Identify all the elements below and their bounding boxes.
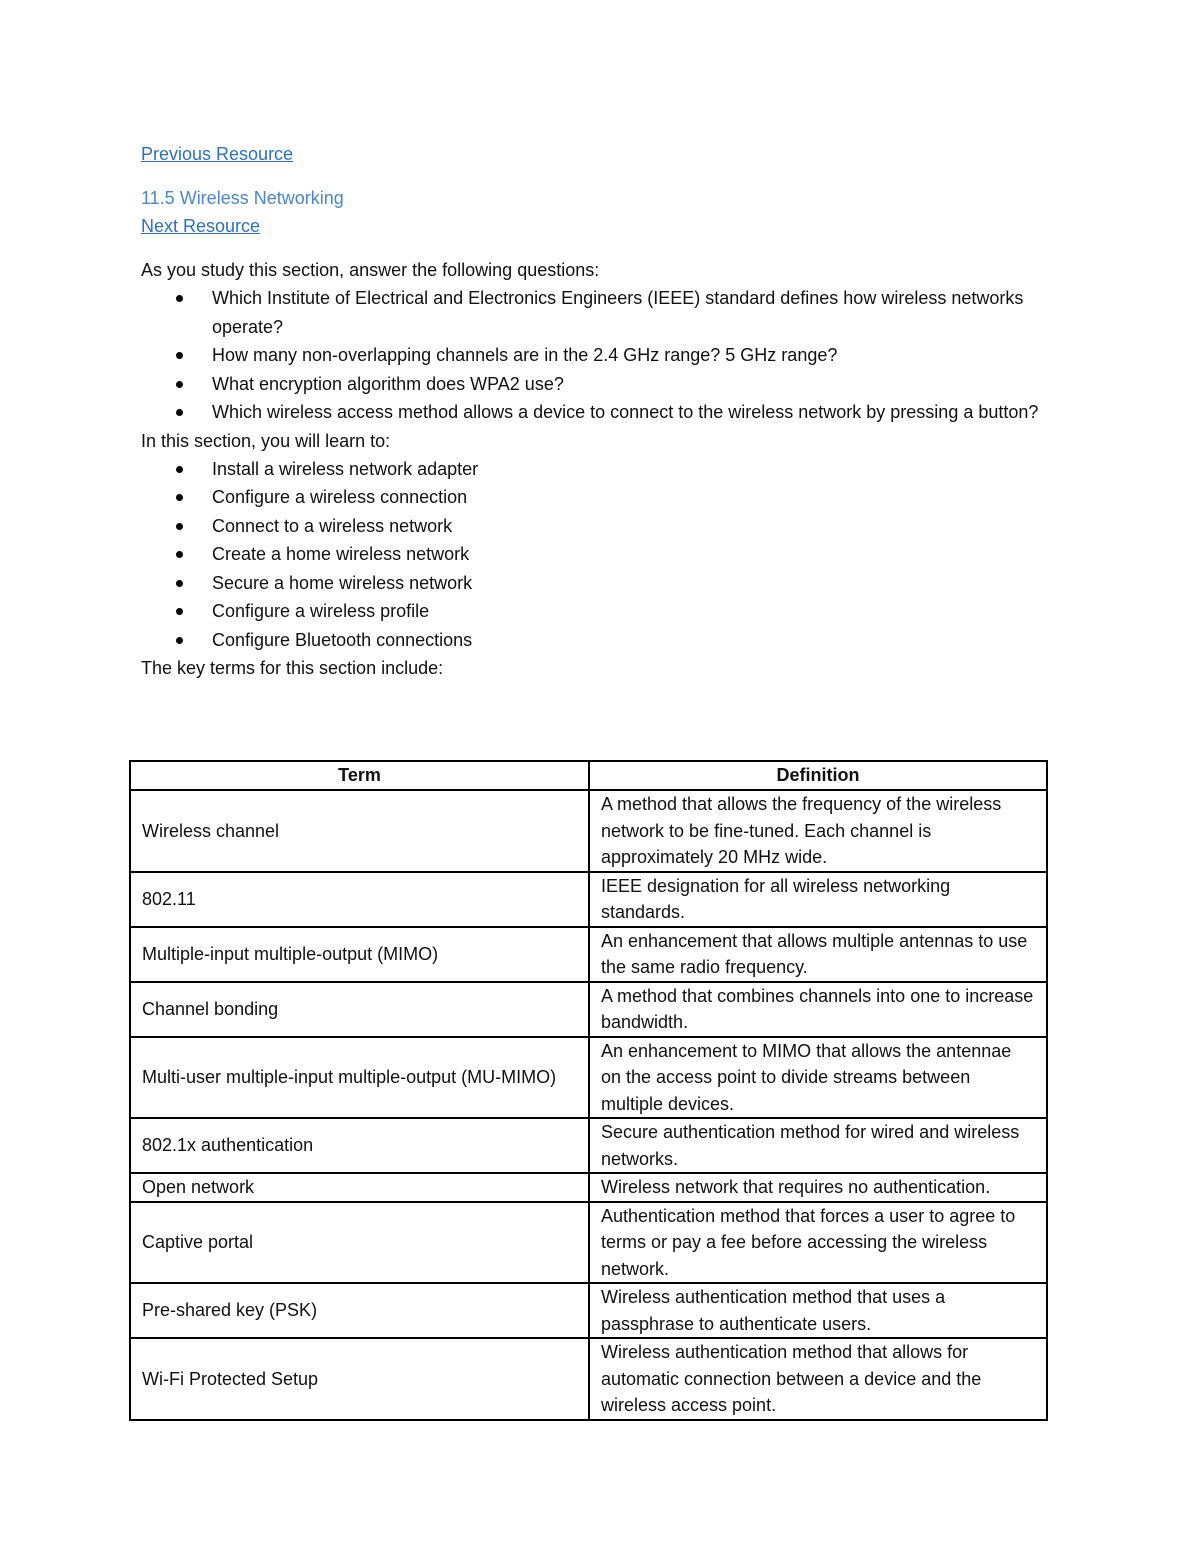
definition-cell: A method that combines channels into one to increase bandwidth. [589, 982, 1047, 1037]
question-item: How many non-overlapping channels are in the 2.4 GHz range? 5 GHz range? [141, 341, 1051, 370]
definition-cell: An enhancement that allows multiple antennas to use the same radio frequency. [589, 927, 1047, 982]
objective-item: Secure a home wireless network [141, 569, 1051, 598]
question-item: Which wireless access method allows a device to connect to the wireless network by pressing a button? [141, 398, 1051, 427]
term-cell: Channel bonding [130, 982, 589, 1037]
table-row [130, 1338, 1047, 1420]
learn-prompt: In this section, you will learn to: [141, 430, 391, 451]
table-row [130, 1118, 1047, 1173]
table-row [130, 1283, 1047, 1338]
table-header-row [130, 761, 1047, 790]
objective-item: Configure a wireless profile [141, 597, 1051, 626]
questions-prompt: As you study this section, answer the following questions: [141, 260, 600, 280]
question-item: Which Institute of Electrical and Electronics Engineers (IEEE) standard defines how wireless networks operate? [141, 284, 1051, 341]
term-cell: Captive portal [130, 1202, 589, 1284]
term-cell: Multiple-input multiple-output (MIMO) [130, 927, 589, 982]
definition-cell: A method that allows the frequency of the wireless network to be fine-tuned. Each channel is approximately 20 MHz wide. [589, 790, 1047, 872]
document-body [141, 140, 1051, 682]
table-row [130, 927, 1047, 982]
table-row [130, 1202, 1047, 1284]
objective-item: Configure a wireless connection [141, 483, 1051, 512]
questions-list [141, 284, 1051, 427]
definition-cell: Wireless network that requires no authentication. [589, 1173, 1047, 1202]
definition-cell: IEEE designation for all wireless networking standards. [589, 872, 1047, 927]
key-terms-prompt: The key terms for this section include: [141, 658, 444, 678]
table-row [130, 872, 1047, 927]
term-column-header: Term [130, 761, 589, 790]
table-row [130, 1037, 1047, 1119]
term-cell: Multi-user multiple-input multiple-output (MU-MIMO) [130, 1037, 589, 1119]
definition-cell: Authentication method that forces a user to agree to terms or pay a fee before accessing the wireless network. [589, 1202, 1047, 1284]
objective-item: Connect to a wireless network [141, 512, 1051, 541]
term-cell: Pre-shared key (PSK) [130, 1283, 589, 1338]
objective-item: Configure Bluetooth connections [141, 626, 1051, 655]
definition-cell: Wireless authentication method that allows for automatic connection between a device and the wireless access point. [589, 1338, 1047, 1420]
term-cell: Wi-Fi Protected Setup [130, 1338, 589, 1420]
definition-column-header: Definition [589, 761, 1047, 790]
definition-cell: Wireless authentication method that uses a passphrase to authenticate users. [589, 1283, 1047, 1338]
table-row [130, 1173, 1047, 1202]
definition-cell: An enhancement to MIMO that allows the antennae on the access point to divide streams between multiple devices. [589, 1037, 1047, 1119]
definition-cell: Secure authentication method for wired and wireless networks. [589, 1118, 1047, 1173]
term-cell: 802.11 [130, 872, 589, 927]
key-terms-table [129, 760, 1048, 1421]
objective-item: Install a wireless network adapter [141, 455, 1051, 484]
section-title: 11.5 Wireless Networking [141, 188, 344, 208]
term-cell: 802.1x authentication [130, 1118, 589, 1173]
objective-item: Create a home wireless network [141, 540, 1051, 569]
term-cell: Open network [130, 1173, 589, 1202]
term-cell: Wireless channel [130, 790, 589, 872]
objectives-list [141, 455, 1051, 655]
previous-resource-link[interactable]: Previous Resource [141, 144, 294, 164]
table-row [130, 982, 1047, 1037]
question-item: What encryption algorithm does WPA2 use? [141, 370, 1051, 399]
table-row [130, 790, 1047, 872]
next-resource-link[interactable]: Next Resource [141, 216, 261, 236]
